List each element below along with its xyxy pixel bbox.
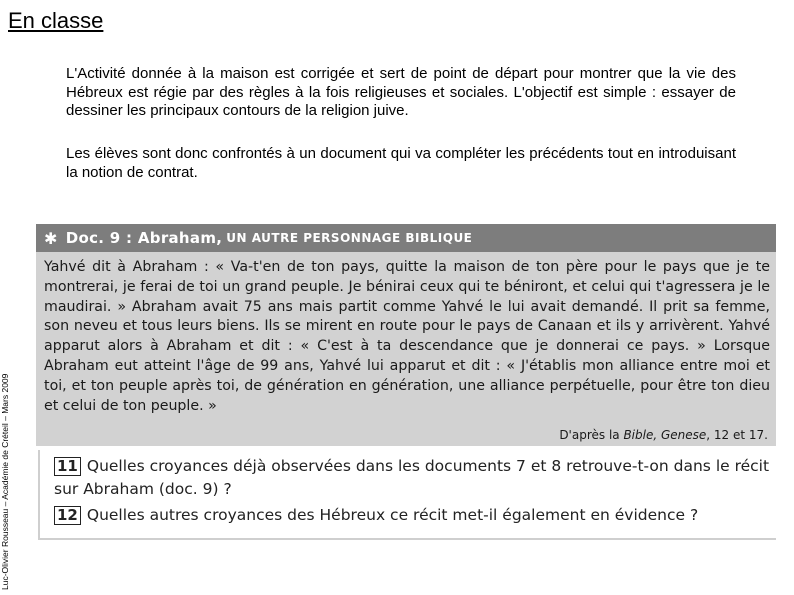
question-item xyxy=(54,455,776,501)
question-number: 12 xyxy=(54,506,81,525)
question-text: Quelles autres croyances des Hébreux ce récit met-il également en évidence ? xyxy=(86,506,699,524)
document-header-main: Doc. 9 : Abraham, xyxy=(65,229,223,247)
star-icon: ✱ xyxy=(44,228,58,248)
questions-box xyxy=(38,450,776,540)
page-title: En classe xyxy=(8,8,104,33)
document-box xyxy=(36,224,776,446)
question-text: Quelles croyances déjà observées dans les documents 7 et 8 retrouve-t-on dans le récit xyxy=(86,457,770,475)
author-side-note: Luc-Olivier Rousseau – Académie de Créteil – Mars 2009 xyxy=(0,373,10,590)
document-text: Yahvé dit à Abraham : « Va-t'en de ton pays, quitte la maison de ton père pour le pays que je te montrerai, je ferai de toi un grand peuple. Je bénirai ceux qui te béniront, et celui qui t'agressera je le maudirai. » Abraham avait 75 ans mais partit comme Yahvé le lui avait demandé. Il prit sa femme, son neveu et tous leurs biens. Ils se mirent en route pour le pays de Canaan et ils y arrivèrent. Yahvé apparut alors à Abraham et dit : « C'est à ta descendance que je donnerai ce pays. » Lorsque Abraham eut atteint l'âge de 99 ans, Yahvé lui apparut et dit : « J'établis mon alliance entre moi et toi, et ton peuple après toi, de génération en génération, une alliance perpétuelle, pour être ton dieu et celui de ton peuple. » xyxy=(44,259,770,414)
intro-paragraph: L'Activité donnée à la maison est corrigée et sert de point de départ pour montrer que la vie des Hébreux est régie par des règles à la fois religieuses et sociales. L'objectif est simple : essayer de dessiner les principaux contours de la religion juive. xyxy=(66,65,736,119)
document-header xyxy=(36,224,776,252)
question-text-continued: sur Abraham (doc. 9) ? xyxy=(54,480,232,498)
context-paragraph: Les élèves sont donc confrontés à un document qui va compléter les précédents tout en introduisant la notion de contrat. xyxy=(66,145,736,181)
source-prefix: D'après la xyxy=(559,428,624,442)
document-source xyxy=(559,428,768,442)
source-title: Bible, Genese xyxy=(623,428,707,442)
question-number: 11 xyxy=(54,457,81,476)
question-item xyxy=(54,504,776,527)
document-header-sub: UN AUTRE PERSONNAGE BIBLIQUE xyxy=(226,231,473,245)
source-suffix: , 12 et 17. xyxy=(706,428,768,442)
